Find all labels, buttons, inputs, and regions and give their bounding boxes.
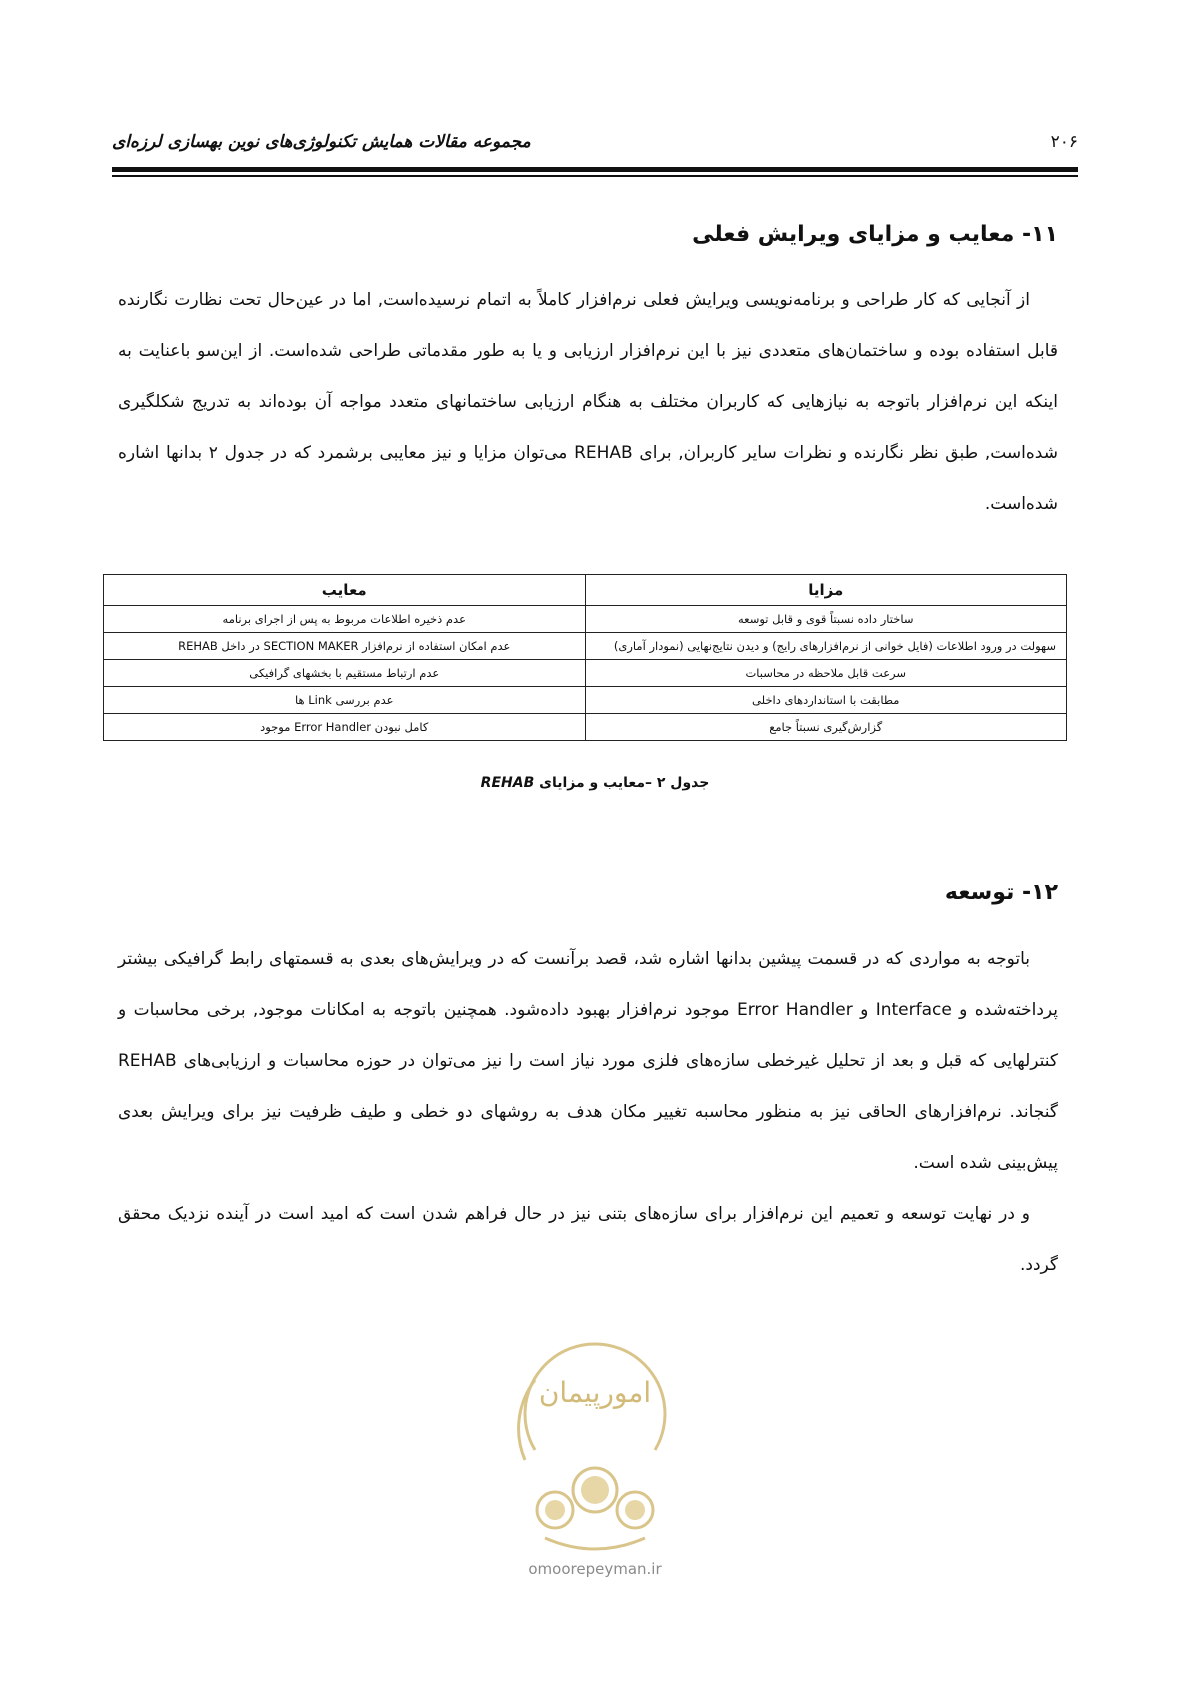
section-12 (118, 880, 1058, 905)
watermark-seal-icon (495, 1310, 695, 1560)
section-12-paragraph-1: باتوجه به مواردی که در قسمت پیشین بدانها اشاره شد، قصد برآنست که در ویرایش‌های بعدی به قسمتهای رابط گرافیکی بیشتر پرداخته‌شده و Interface و Error Handler موجود نرم‌افزار بهبود داده‌شود. همچنین باتوجه به امکانات موجود, برخی محاسبات و کنترلهایی که قبل و بعد از تحلیل غیرخطی سازه‌های فلزی مورد نیاز است را نیز می‌توان در حوزه محاسبات و ارزیابی‌های REHAB گنجاند. نرم‌افزارهای الحاقی نیز به منظور محاسبه تغییر مکان هدف به روشهای دو خطی و طیف ظرفیت نیز برای ویرایش بعدی پیش‌بینی شده است. (118, 949, 1058, 1173)
advantage-cell: گزارش‌گیری نسبتاً جامع (585, 714, 1067, 741)
table-caption-en: REHAB (480, 775, 535, 791)
running-header (112, 128, 1078, 158)
watermark-logo-text: امورپیمان (538, 1376, 652, 1409)
watermark-logo (495, 1310, 695, 1580)
advantage-cell: ساختار داده نسبتاً قوی و قابل توسعه (585, 606, 1067, 633)
table-caption (0, 775, 1190, 791)
table-row (104, 606, 1067, 633)
table-row (104, 660, 1067, 687)
section-11 (118, 222, 1058, 247)
table-header-row (104, 575, 1067, 606)
running-title: مجموعه مقالات همایش تکنولوژی‌های نوین بهسازی لرزه‌ای (112, 132, 531, 152)
section-11-paragraph: از آنجایی که کار طراحی و برنامه‌نویسی ویرایش فعلی نرم‌افزار کاملاً به اتمام نرسیده‌است, اما در عین‌حال تحت نظارت نگارنده قابل استفاده بوده و ساختمان‌های متعددی نیز با این نرم‌افزار ارزیابی و یا به طور مقدماتی طراحی شده‌است. از این‌سو باعنایت به اینکه این نرم‌افزار باتوجه به نیازهایی که کاربران مختلف به هنگام ارزیابی ساختمانهای متعدد مواجه آن بوده‌اند به تدریج شکلگیری شده‌است, طبق نظر نگارنده و نظرات سایر کاربران, برای REHAB می‌توان مزایا و نیز معایبی برشمرد که در جدول ۲ بدانها اشاره شده‌است. (118, 290, 1058, 514)
table-row (104, 633, 1067, 660)
disadvantage-cell: عدم ارتباط مستقیم با بخشهای گرافیکی (104, 660, 586, 687)
header-disadvantages: معایب (104, 575, 586, 606)
section-12-heading: ۱۲- توسعه (944, 880, 1058, 905)
watermark-site (0, 1560, 1190, 1578)
watermark-site-text: omoorepeyman.ir (528, 1560, 662, 1578)
advantage-cell: سرعت قابل ملاحظه در محاسبات (585, 660, 1067, 687)
header-advantages: مزایا (585, 575, 1067, 606)
table-row (104, 714, 1067, 741)
disadvantage-cell: عدم ذخیره اطلاعات مربوط به پس از اجرای برنامه (104, 606, 586, 633)
advantage-cell: مطابقت با استانداردهای داخلی (585, 687, 1067, 714)
table-row (104, 687, 1067, 714)
section-12-paragraph-2: و در نهایت توسعه و تعمیم این نرم‌افزار برای سازه‌های بتنی نیز در حال فراهم شدن است که امید است در آینده نزدیک محقق گردد. (118, 1204, 1058, 1275)
section-11-heading: ۱۱- معایب و مزایای ویرایش فعلی (692, 222, 1058, 247)
header-rule-thick (112, 167, 1078, 172)
table-caption-fa: جدول ۲ –معایب و مزایای (539, 775, 710, 791)
comparison-table (103, 574, 1067, 741)
header-rule-thin (112, 175, 1078, 177)
disadvantage-cell: عدم امکان استفاده از نرم‌افزار SECTION MAKER در داخل REHAB (104, 633, 586, 660)
section-12-body (118, 934, 1058, 1291)
section-11-body (118, 275, 1058, 530)
disadvantage-cell: کامل نبودن Error Handler موجود (104, 714, 586, 741)
page-number: ۲۰۶ (1050, 132, 1078, 152)
disadvantage-cell: عدم بررسی Link ها (104, 687, 586, 714)
advantage-cell: سهولت در ورود اطلاعات (فایل خوانی از نرم‌افزارهای رایج) و دیدن نتایج‌نهایی (نمودار آماری) (585, 633, 1067, 660)
